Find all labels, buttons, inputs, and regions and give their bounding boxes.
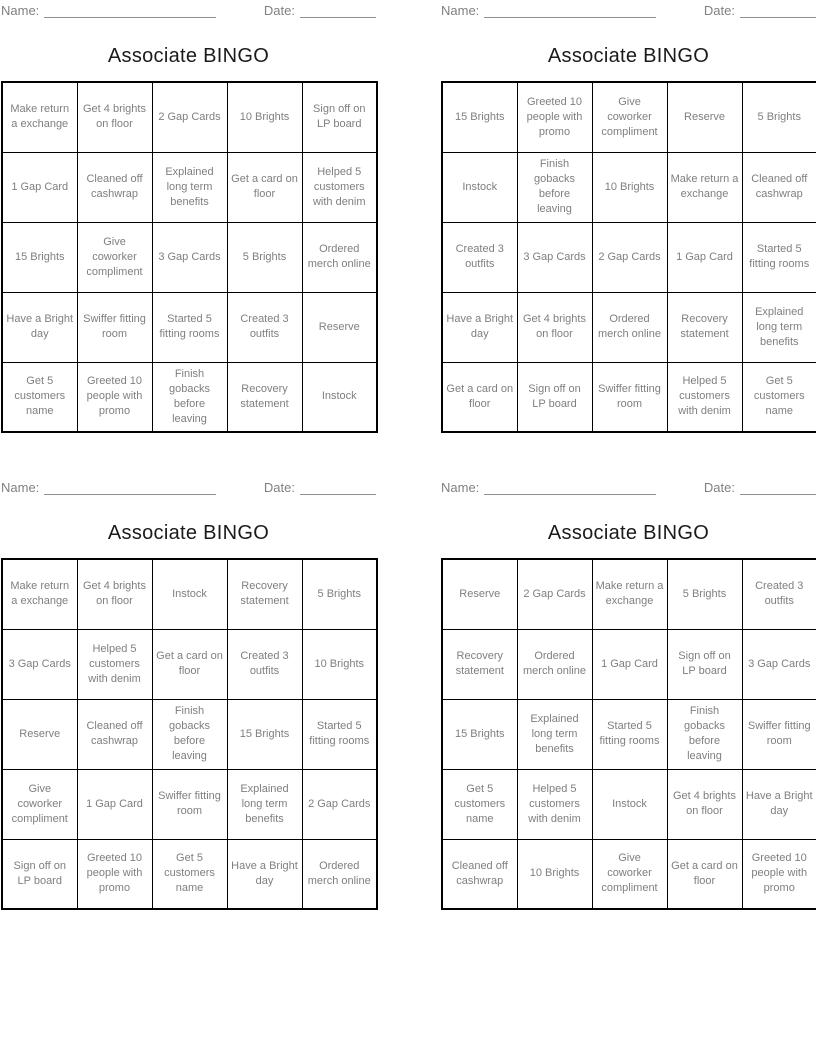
bingo-cell xyxy=(227,222,302,292)
cell-text: Sign off on LP board xyxy=(13,859,66,887)
cell-text: 3 Gap Cards xyxy=(523,250,586,263)
cell-text: Recovery statement xyxy=(455,650,504,677)
bingo-row xyxy=(2,769,377,839)
bingo-cell xyxy=(517,222,592,292)
bingo-cell xyxy=(2,559,77,629)
date-label: Date: xyxy=(263,3,295,18)
name-date-row xyxy=(1,480,376,495)
bingo-cell xyxy=(517,362,592,432)
cell-text: 2 Gap Cards xyxy=(308,797,371,810)
cell-text: Helped 5 customers with denim xyxy=(312,165,366,208)
cell-text: Have a Bright day xyxy=(231,859,298,887)
cell-text: Recovery statement xyxy=(240,580,289,608)
bingo-cell xyxy=(667,292,742,362)
cell-text: Have a Bright day xyxy=(745,790,813,817)
bingo-cell xyxy=(2,152,77,222)
bingo-cell xyxy=(442,629,517,699)
cell-text: 1 Gap Card xyxy=(11,180,69,193)
cell-text: 10 Brights xyxy=(604,180,655,193)
bingo-cell xyxy=(2,82,77,152)
bingo-cell xyxy=(302,152,377,222)
name-field xyxy=(441,3,656,18)
cell-text: Get 5 customers name xyxy=(14,375,66,418)
cell-text: 1 Gap Card xyxy=(676,250,733,263)
bingo-cell xyxy=(152,292,227,362)
bingo-row xyxy=(442,559,816,629)
bingo-cell xyxy=(302,362,377,432)
date-field xyxy=(264,3,376,18)
cell-text: Get a card on floor xyxy=(156,650,223,677)
card-title: Associate BINGO xyxy=(547,45,710,67)
bingo-cell xyxy=(77,82,152,152)
bingo-cell xyxy=(592,699,667,769)
name-blank-line xyxy=(44,5,216,18)
cell-text: Reserve xyxy=(318,320,360,333)
cell-text: Helped 5 customers with denim xyxy=(88,642,141,685)
cell-text: Recovery statement xyxy=(240,382,289,410)
cell-text: 3 Gap Cards xyxy=(8,657,71,670)
bingo-cell xyxy=(152,152,227,222)
cell-text: 2 Gap Cards xyxy=(598,250,661,263)
bingo-cell xyxy=(592,362,667,432)
bingo-cell xyxy=(742,769,816,839)
bingo-cell xyxy=(742,362,816,432)
bingo-cell xyxy=(152,769,227,839)
bingo-cell xyxy=(667,699,742,769)
bingo-row xyxy=(442,362,816,432)
bingo-cell xyxy=(77,152,152,222)
name-date-row xyxy=(441,480,816,495)
bingo-row xyxy=(2,222,377,292)
bingo-row xyxy=(2,629,377,699)
bingo-cell xyxy=(302,769,377,839)
cell-text: Started 5 fitting rooms xyxy=(749,243,810,270)
cell-text: 15 Brights xyxy=(454,110,505,123)
cell-text: 5 Brights xyxy=(682,587,727,600)
cell-text: Created 3 outfits xyxy=(455,243,504,270)
card-title: Associate BINGO xyxy=(547,522,710,544)
bingo-card-bottom-right xyxy=(441,480,816,910)
cell-text: Sign off on LP board xyxy=(678,650,731,677)
bingo-cell xyxy=(667,559,742,629)
bingo-cell xyxy=(302,222,377,292)
cell-text: Get 4 brights on floor xyxy=(83,580,146,608)
bingo-card-top-right xyxy=(441,3,816,433)
date-field xyxy=(264,480,376,495)
cell-text: Ordered merch online xyxy=(307,243,371,270)
bingo-cell xyxy=(152,222,227,292)
cell-text: Explained long term benefits xyxy=(240,782,289,825)
bingo-cell xyxy=(302,839,377,909)
bingo-cell xyxy=(667,769,742,839)
bingo-cell xyxy=(667,839,742,909)
bingo-cell xyxy=(517,292,592,362)
cell-text: Get a card on floor xyxy=(231,173,298,200)
bingo-cell xyxy=(742,82,816,152)
bingo-cell xyxy=(152,559,227,629)
bingo-cell xyxy=(592,222,667,292)
cell-text: Cleaned off cashwrap xyxy=(751,173,808,200)
bingo-cell xyxy=(302,292,377,362)
bingo-cell xyxy=(302,629,377,699)
bingo-cell xyxy=(592,559,667,629)
cell-text: Give coworker compliment xyxy=(11,782,68,825)
bingo-cell xyxy=(592,152,667,222)
bingo-cell xyxy=(742,699,816,769)
bingo-cell xyxy=(2,362,77,432)
bingo-cell xyxy=(77,629,152,699)
bingo-cell xyxy=(77,839,152,909)
bingo-cell xyxy=(517,152,592,222)
bingo-cell xyxy=(517,82,592,152)
bingo-cell xyxy=(592,839,667,909)
bingo-cell xyxy=(2,292,77,362)
bingo-cell xyxy=(667,222,742,292)
bingo-cell xyxy=(77,292,152,362)
cell-text: 10 Brights xyxy=(529,867,580,880)
card-title: Associate BINGO xyxy=(107,45,270,67)
bingo-cell xyxy=(2,769,77,839)
bingo-grid xyxy=(1,558,378,910)
bingo-cell xyxy=(227,629,302,699)
cell-text: Cleaned off cashwrap xyxy=(86,720,143,747)
cell-text: Have a Bright day xyxy=(6,313,74,340)
bingo-cell xyxy=(742,559,816,629)
bingo-cell xyxy=(442,699,517,769)
cell-text: 5 Brights xyxy=(317,587,361,600)
bingo-row xyxy=(2,152,377,222)
bingo-row xyxy=(442,839,816,909)
date-blank-line xyxy=(300,5,376,18)
cell-text: Greeted 10 people with promo xyxy=(86,375,143,418)
cell-text: Swiffer fitting room xyxy=(747,720,811,747)
bingo-cell xyxy=(442,152,517,222)
cell-text: 1 Gap Card xyxy=(86,797,143,810)
bingo-cell xyxy=(77,699,152,769)
cell-text: Finish gobacks before leaving xyxy=(684,705,725,762)
bingo-cell xyxy=(592,769,667,839)
bingo-cell xyxy=(667,629,742,699)
name-label: Name: xyxy=(1,3,40,18)
cell-text: 10 Brights xyxy=(314,657,365,670)
bingo-row xyxy=(2,82,377,152)
name-date-row xyxy=(441,3,816,18)
cell-text: 5 Brights xyxy=(757,110,801,123)
date-label: Date: xyxy=(263,480,295,495)
cell-text: Reserve xyxy=(459,587,501,600)
date-field xyxy=(704,480,816,495)
bingo-grid xyxy=(1,81,378,433)
bingo-cell xyxy=(2,629,77,699)
bingo-row xyxy=(2,559,377,629)
cell-text: Get a card on floor xyxy=(671,859,738,887)
cell-text: Make return a exchange xyxy=(670,173,739,200)
bingo-cell xyxy=(152,839,227,909)
name-label: Name: xyxy=(441,3,480,18)
bingo-row xyxy=(2,362,377,432)
bingo-cell xyxy=(442,362,517,432)
cell-text: Give coworker compliment xyxy=(601,95,658,138)
bingo-cell xyxy=(742,839,816,909)
bingo-cell xyxy=(742,152,816,222)
cell-text: Cleaned off cashwrap xyxy=(451,859,508,887)
bingo-row xyxy=(442,82,816,152)
cell-text: 3 Gap Cards xyxy=(748,657,811,670)
cell-text: Ordered merch online xyxy=(523,650,586,677)
cell-text: 15 Brights xyxy=(454,727,505,740)
bingo-row xyxy=(2,699,377,769)
bingo-cell xyxy=(742,292,816,362)
bingo-cell xyxy=(227,769,302,839)
cell-text: Ordered merch online xyxy=(598,313,661,340)
bingo-cell xyxy=(2,699,77,769)
bingo-cell xyxy=(302,559,377,629)
cell-text: Swiffer fitting room xyxy=(83,313,146,340)
cell-text: Get 5 customers name xyxy=(753,375,805,418)
bingo-grid xyxy=(441,81,816,433)
bingo-cell xyxy=(152,362,227,432)
bingo-cell xyxy=(667,362,742,432)
name-blank-line xyxy=(484,482,656,495)
bingo-row xyxy=(442,629,816,699)
cell-text: 1 Gap Card xyxy=(601,657,658,670)
cell-text: Get 4 brights on floor xyxy=(523,313,586,340)
name-label: Name: xyxy=(1,480,40,495)
bingo-cell xyxy=(592,292,667,362)
cell-text: Instock xyxy=(612,797,647,810)
cell-text: Greeted 10 people with promo xyxy=(86,852,143,895)
cell-text: 15 Brights xyxy=(14,250,65,263)
cell-text: Get 5 customers name xyxy=(454,782,506,825)
bingo-cell xyxy=(592,82,667,152)
bingo-cell xyxy=(742,629,816,699)
cell-text: Give coworker compliment xyxy=(601,852,658,895)
cell-text: Make return a exchange xyxy=(595,580,664,608)
cell-text: 2 Gap Cards xyxy=(523,587,586,600)
cell-text: Started 5 fitting rooms xyxy=(309,720,370,747)
cell-text: Helped 5 customers with denim xyxy=(678,375,731,418)
cell-text: Explained long term benefits xyxy=(165,165,214,208)
bingo-cell xyxy=(667,152,742,222)
date-label: Date: xyxy=(703,480,735,495)
bingo-cell xyxy=(77,222,152,292)
cell-text: Give coworker compliment xyxy=(86,235,143,278)
bingo-card-top-left xyxy=(1,3,376,433)
bingo-cell xyxy=(152,699,227,769)
bingo-cell xyxy=(77,362,152,432)
name-label: Name: xyxy=(441,480,480,495)
card-title: Associate BINGO xyxy=(107,522,270,544)
date-blank-line xyxy=(740,5,816,18)
bingo-cell xyxy=(227,82,302,152)
cell-text: Finish gobacks before leaving xyxy=(534,158,575,215)
cell-text: Ordered merch online xyxy=(307,859,371,887)
cell-text: Created 3 outfits xyxy=(240,650,289,677)
date-blank-line xyxy=(300,482,376,495)
bingo-cell xyxy=(2,222,77,292)
cell-text: Get 4 brights on floor xyxy=(673,790,736,817)
bingo-cell xyxy=(227,292,302,362)
bingo-cell xyxy=(227,152,302,222)
cell-text: Sign off on LP board xyxy=(313,103,366,131)
bingo-cell xyxy=(517,629,592,699)
bingo-cell xyxy=(592,629,667,699)
bingo-cell xyxy=(2,839,77,909)
bingo-cell xyxy=(227,362,302,432)
cell-text: Cleaned off cashwrap xyxy=(86,173,143,200)
cell-text: Sign off on LP board xyxy=(528,382,581,410)
cell-text: Instock xyxy=(321,390,357,403)
name-field xyxy=(441,480,656,495)
name-field xyxy=(1,480,216,495)
bingo-cell xyxy=(442,222,517,292)
cell-text: Recovery statement xyxy=(680,313,729,340)
bingo-cell xyxy=(152,629,227,699)
cell-text: Finish gobacks before leaving xyxy=(169,367,210,425)
bingo-cell xyxy=(517,559,592,629)
cell-text: Greeted 10 people with promo xyxy=(751,852,808,895)
bingo-cell xyxy=(227,839,302,909)
bingo-cell xyxy=(442,839,517,909)
date-label: Date: xyxy=(703,3,735,18)
cell-text: Explained long term benefits xyxy=(530,712,579,755)
cell-text: Greeted 10 people with promo xyxy=(526,95,583,138)
cell-text: Created 3 outfits xyxy=(240,313,289,340)
cell-text: Created 3 outfits xyxy=(755,580,804,608)
cell-text: 2 Gap Cards xyxy=(158,110,221,123)
bingo-row xyxy=(442,699,816,769)
bingo-row xyxy=(442,222,816,292)
bingo-row xyxy=(442,292,816,362)
cell-text: Make return a exchange xyxy=(10,103,70,131)
cell-text: 15 Brights xyxy=(239,727,290,740)
bingo-card-bottom-left xyxy=(1,480,376,910)
bingo-cell xyxy=(152,82,227,152)
cell-text: Reserve xyxy=(684,110,725,123)
bingo-cell xyxy=(517,769,592,839)
cell-text: Helped 5 customers with denim xyxy=(528,782,581,825)
bingo-cell xyxy=(667,82,742,152)
bingo-cell xyxy=(442,559,517,629)
bingo-cell xyxy=(517,839,592,909)
bingo-cell xyxy=(77,769,152,839)
cell-text: Have a Bright day xyxy=(446,313,514,340)
cell-text: Instock xyxy=(172,587,207,600)
cell-text: Reserve xyxy=(19,727,61,740)
bingo-cell xyxy=(227,559,302,629)
cell-text: Instock xyxy=(462,180,498,193)
name-blank-line xyxy=(484,5,656,18)
cell-text: Started 5 fitting rooms xyxy=(159,313,220,340)
bingo-row xyxy=(2,839,377,909)
cell-text: Get 5 customers name xyxy=(164,852,215,895)
cell-text: Explained long term benefits xyxy=(755,305,804,348)
bingo-cell xyxy=(517,699,592,769)
name-blank-line xyxy=(44,482,216,495)
bingo-cell xyxy=(442,769,517,839)
bingo-cell xyxy=(742,222,816,292)
cell-text: 5 Brights xyxy=(242,250,287,263)
name-field xyxy=(1,3,216,18)
date-field xyxy=(704,3,816,18)
bingo-cell xyxy=(302,699,377,769)
bingo-row xyxy=(442,769,816,839)
bingo-cell xyxy=(227,699,302,769)
cell-text: Swiffer fitting room xyxy=(158,790,221,817)
name-date-row xyxy=(1,3,376,18)
cell-text: 10 Brights xyxy=(239,110,290,123)
cell-text: Started 5 fitting rooms xyxy=(599,720,660,747)
bingo-cell xyxy=(442,82,517,152)
cell-text: Finish gobacks before leaving xyxy=(169,705,210,762)
date-blank-line xyxy=(740,482,816,495)
bingo-cell xyxy=(77,559,152,629)
bingo-cell xyxy=(442,292,517,362)
bingo-row xyxy=(2,292,377,362)
cell-text: Get a card on floor xyxy=(446,382,514,410)
cell-text: 3 Gap Cards xyxy=(158,250,221,263)
bingo-grid xyxy=(441,558,816,910)
bingo-row xyxy=(442,152,816,222)
cell-text: Swiffer fitting room xyxy=(598,382,661,410)
cell-text: Get 4 brights on floor xyxy=(83,103,146,131)
cell-text: Make return a exchange xyxy=(10,580,70,608)
bingo-cell xyxy=(302,82,377,152)
